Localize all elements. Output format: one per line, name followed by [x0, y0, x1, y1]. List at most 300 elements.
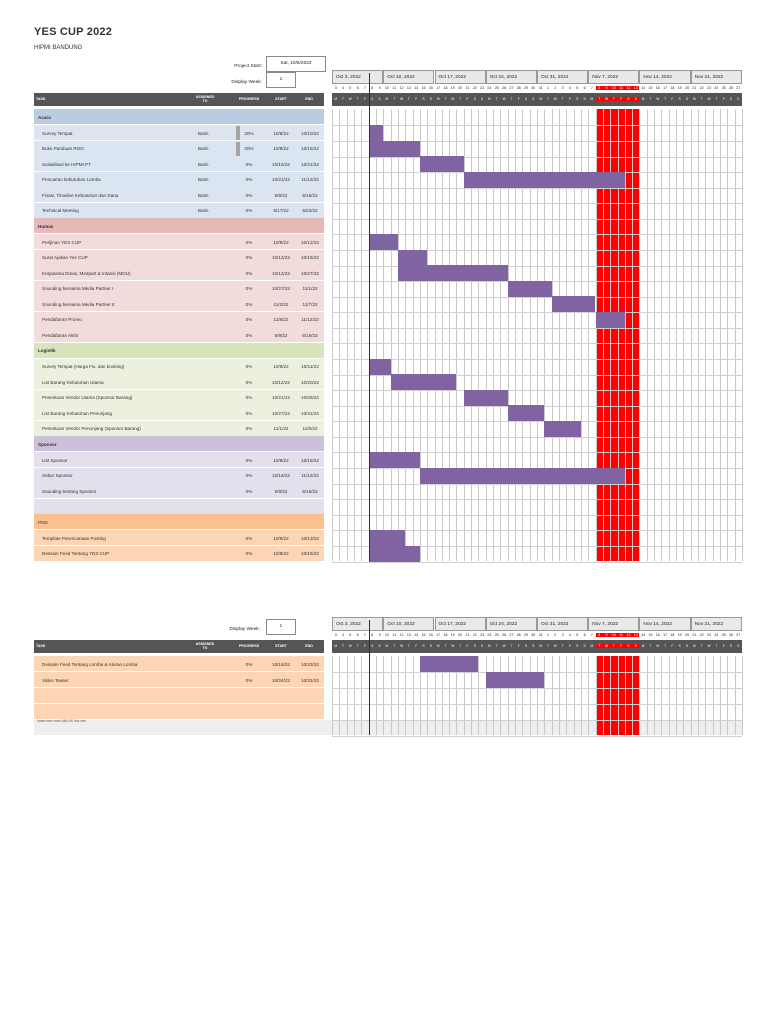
section-header-row [34, 109, 324, 125]
task-name: Logistik [38, 348, 56, 353]
day-letter: T [356, 644, 359, 648]
grid-column-line [398, 656, 399, 735]
task-assignee [198, 405, 228, 421]
day-number: 22 [472, 633, 477, 637]
task-row[interactable] [34, 452, 324, 468]
day-number: 16 [655, 633, 660, 637]
task-progress: 0% [245, 208, 253, 213]
grid-column-line [522, 656, 523, 735]
progress-fill [236, 126, 240, 140]
day-letter: T [356, 97, 359, 101]
day-number: 6 [583, 633, 586, 637]
day-number: 6 [356, 633, 359, 637]
task-bar[interactable] [369, 234, 398, 250]
day-number: 24 [714, 86, 719, 90]
day-number: 2 [554, 86, 557, 90]
day-letter: T [664, 97, 667, 101]
task-name: Perijinan YES CUP [42, 239, 82, 245]
grid-row-line [332, 188, 742, 189]
day-letter: F [671, 97, 674, 101]
day-number: 17 [436, 86, 441, 90]
grid-column-line [742, 656, 743, 735]
day-number: 14 [641, 86, 646, 90]
grid-column-line [654, 656, 655, 735]
day-number: 23 [706, 86, 711, 90]
task-end-date: 11/12/22 [301, 473, 319, 478]
day-number: 18 [443, 633, 448, 637]
day-number: 24 [487, 633, 492, 637]
grid-column-line [632, 656, 633, 735]
task-row[interactable] [34, 125, 324, 141]
task-end-date: 10/15/22 [301, 551, 319, 556]
task-bar[interactable] [420, 468, 625, 484]
column-header-row [34, 640, 324, 653]
grid-column-line [391, 109, 392, 561]
task-progress: 0% [245, 161, 253, 167]
task-row[interactable] [34, 296, 324, 312]
task-bar[interactable] [369, 141, 420, 157]
task-row[interactable] [34, 468, 324, 484]
task-name: List Sponsor [42, 457, 68, 463]
task-name: Template Perencanaan Posting [42, 535, 106, 541]
task-bar[interactable] [464, 172, 625, 188]
task-name: Humas [38, 223, 54, 229]
day-letter: W [656, 97, 660, 101]
day-number: 20 [458, 633, 463, 637]
day-letter: T [610, 644, 617, 648]
task-bar[interactable] [391, 374, 457, 390]
task-assignee [198, 672, 228, 688]
day-number: 3 [334, 86, 337, 90]
grid-column-line [339, 656, 340, 735]
grid-row-line [332, 266, 742, 267]
day-number: 6 [583, 86, 586, 90]
col-end-header: END [305, 96, 313, 101]
day-number: 17 [436, 633, 441, 637]
day-number: 11 [619, 633, 624, 637]
task-name: Pendaftaran Promo [42, 317, 82, 322]
task-row[interactable] [34, 530, 324, 546]
task-name: Sounding bersama Media Partner I [42, 286, 114, 291]
task-name: Fixasi, Timeline Kebutuhan dan Dana [42, 192, 119, 198]
task-row[interactable] [34, 234, 324, 250]
task-start-date: 10/13/22 [272, 270, 290, 276]
grid-column-line [420, 109, 421, 561]
task-end-date: 10/10/22 [301, 130, 319, 136]
task-assignee [198, 704, 228, 720]
task-row[interactable] [34, 359, 324, 375]
grid-column-line [478, 656, 479, 735]
day-number: 2 [554, 633, 557, 637]
task-name: Sosialisasi ke HIPMI PT [42, 161, 92, 167]
day-number: 22 [472, 86, 477, 90]
task-row[interactable] [34, 656, 324, 672]
day-number: 14 [414, 86, 419, 90]
grid-column-line [727, 656, 728, 735]
grid-column-line [735, 109, 736, 561]
task-end-date: 10/23/22 [301, 661, 319, 667]
grid-column-line [669, 656, 670, 735]
grid-column-line [647, 109, 648, 561]
day-number: 4 [568, 633, 571, 637]
grid-column-line [427, 109, 428, 561]
task-assignee [198, 483, 228, 499]
grid-column-line [698, 656, 699, 735]
day-letter: W [451, 97, 455, 101]
task-row[interactable] [34, 203, 324, 219]
day-number: 21 [692, 86, 697, 90]
display-week-field-2[interactable]: 1 [266, 619, 296, 635]
today-marker [369, 73, 370, 561]
task-name: Sebar Sponsor [42, 473, 73, 478]
grid-column-line [632, 109, 633, 561]
task-bar[interactable] [398, 265, 508, 281]
task-bar[interactable] [369, 546, 420, 562]
grid-column-line [559, 656, 560, 735]
day-letter: S [678, 97, 681, 101]
task-name: Survey Tempat [42, 130, 73, 136]
task-assignee [198, 281, 228, 297]
task-row[interactable] [34, 156, 324, 172]
task-row[interactable] [34, 546, 324, 562]
day-number: 17 [663, 633, 668, 637]
day-letter: W [553, 97, 557, 101]
task-assignee [198, 234, 228, 250]
day-letter: S [532, 644, 535, 648]
grid-row-line [332, 421, 742, 422]
task-row[interactable] [34, 704, 324, 720]
task-row[interactable] [34, 483, 324, 499]
day-letter: S [632, 97, 639, 101]
day-letter: W [348, 97, 352, 101]
grid-column-line [530, 656, 531, 735]
task-name: Dessain Feed Tentang Lomba & Aturan Lomba [42, 661, 138, 667]
day-letter: S [625, 644, 632, 648]
day-letter: F [415, 644, 418, 648]
day-letter: M [488, 644, 491, 648]
task-row[interactable] [34, 172, 324, 188]
grid-column-line [654, 109, 655, 561]
day-number: 7 [363, 86, 366, 90]
week-label: Nov 14, 2022 [639, 617, 690, 631]
grid-column-line [742, 109, 743, 561]
task-bar[interactable] [420, 156, 464, 172]
task-bar[interactable] [544, 421, 581, 437]
grid-column-line [361, 656, 362, 735]
task-end-date: 10/12/22 [301, 239, 319, 245]
today-marker [369, 620, 370, 735]
grid-column-line [661, 656, 662, 735]
task-end-date: 10/27/22 [301, 270, 319, 276]
day-letter: T [610, 97, 617, 101]
task-start-date: 10/16/22 [272, 473, 290, 478]
task-name: Buku Panduan ROG [42, 146, 84, 151]
task-assignee [198, 468, 228, 484]
task-end-date: 10/11/22 [301, 364, 319, 369]
task-end-date: 10/13/22 [301, 535, 319, 541]
day-letter: M [334, 97, 338, 101]
day-letter: M [641, 644, 645, 648]
day-number: 4 [568, 86, 571, 90]
grid-row-line [332, 390, 742, 391]
day-letter: T [495, 644, 498, 648]
day-number: 30 [531, 633, 536, 637]
section-header-row [34, 514, 324, 530]
grid-column-line [376, 109, 377, 561]
section-header-row [34, 218, 324, 234]
grid-row-line [332, 720, 742, 721]
day-number: 1 [546, 86, 549, 90]
col-task-header: TASK [36, 96, 46, 101]
task-start-date [268, 688, 294, 704]
task-assignee [198, 265, 228, 281]
task-start-date: 10/13/22 [272, 255, 290, 260]
day-letter: S [524, 644, 528, 648]
day-number: 18 [670, 633, 675, 637]
grid-column-line [610, 656, 611, 735]
day-letter: F [466, 644, 469, 648]
task-progress: 0% [245, 364, 253, 369]
day-letter: S [378, 644, 381, 648]
day-letter: T [664, 644, 667, 648]
task-start-date: 11/8/22 [273, 317, 289, 322]
day-number: 24 [487, 86, 492, 90]
task-assignee [198, 688, 228, 704]
day-number: 21 [465, 633, 470, 637]
day-letter: S [473, 97, 476, 101]
task-name: Kerjasama Dinas, Medpart & Intansi (MOU) [42, 270, 131, 276]
task-bar[interactable] [369, 125, 384, 141]
week-label: Nov 21, 2022 [691, 70, 742, 84]
display-week-label-2: Display Week: [229, 627, 260, 632]
task-bar[interactable] [508, 281, 552, 297]
grid-column-line [413, 109, 414, 561]
task-row[interactable] [34, 141, 324, 157]
day-letter: W [707, 97, 711, 101]
day-number: 17 [663, 86, 668, 90]
day-letter: M [539, 97, 543, 101]
insert-rows-note: Insert new rows ABOVE this one [37, 719, 87, 723]
day-number: 15 [421, 633, 426, 637]
task-progress [234, 688, 264, 704]
week-label: Oct 10, 2022 [383, 617, 434, 631]
day-letter: S [678, 644, 681, 648]
grid-row-line [332, 515, 742, 516]
week-label: Oct 31, 2022 [537, 617, 588, 631]
task-start-date: 10/27/22 [272, 286, 290, 291]
grid-row-line [332, 297, 742, 298]
week-label: Oct 3, 2022 [332, 617, 383, 631]
task-bar[interactable] [420, 656, 479, 672]
day-letter: S [429, 97, 432, 101]
task-row[interactable] [34, 187, 324, 203]
day-letter: T [342, 644, 344, 648]
grid-column-line [376, 656, 377, 735]
day-number: 26 [728, 633, 733, 637]
task-row[interactable] [34, 265, 324, 281]
task-end-date: 5/16/22 [302, 488, 318, 494]
grid-column-line [354, 109, 355, 561]
grid-row-line [332, 562, 742, 563]
col-end-header: END [305, 643, 313, 648]
day-letter: T [342, 97, 344, 101]
task-bar[interactable] [369, 359, 391, 375]
col-start-header: START [275, 96, 287, 101]
task-bar[interactable] [486, 672, 545, 688]
task-row[interactable] [34, 390, 324, 406]
day-number: 26 [728, 86, 733, 90]
day-number: 21 [692, 633, 697, 637]
grid-column-line [413, 656, 414, 735]
task-progress: 20% [244, 146, 254, 151]
day-number: 16 [655, 86, 660, 90]
task-progress: 0% [245, 535, 253, 541]
grid-column-line [500, 656, 501, 735]
task-end-date: 5/16/22 [302, 332, 318, 338]
day-letter: M [693, 644, 696, 648]
gantt-chart-2 [34, 617, 742, 734]
task-assignee [198, 327, 228, 343]
grid-column-line [603, 656, 604, 735]
grid-column-line [405, 109, 406, 561]
grid-column-line [720, 656, 721, 735]
task-start-date: 5/9/22 [274, 192, 288, 198]
day-letter: M [539, 644, 543, 648]
task-name: List Barang Kebutuhan Utama [42, 379, 104, 385]
task-end-date: 11/7/22 [302, 301, 318, 307]
day-letter: T [459, 644, 462, 648]
day-letter: T [407, 644, 410, 648]
task-row[interactable] [34, 312, 324, 328]
day-letter: T [444, 97, 447, 101]
day-letter: W [348, 644, 352, 648]
grid-column-line [691, 109, 692, 561]
day-letter: S [481, 97, 484, 101]
day-number: 31 [538, 86, 543, 90]
task-bar[interactable] [464, 390, 508, 406]
task-bar[interactable] [508, 405, 545, 421]
day-number: 8 [596, 86, 603, 90]
grid-column-line [537, 656, 538, 735]
task-row[interactable] [34, 499, 324, 515]
day-letter: W [707, 644, 711, 648]
grid-column-line [391, 656, 392, 735]
task-end-date: 11/12/22 [301, 317, 319, 322]
day-number: 28 [516, 86, 521, 90]
task-progress: 0% [245, 301, 253, 307]
day-letter: M [488, 97, 491, 101]
day-number: 12 [626, 86, 631, 90]
display-week-field[interactable]: 1 [266, 72, 296, 88]
day-number: 19 [677, 86, 682, 90]
week-label: Oct 24, 2022 [486, 617, 537, 631]
timeline-grid [332, 109, 742, 561]
task-assignee [198, 250, 228, 266]
grid-column-line [405, 656, 406, 735]
task-bar[interactable] [552, 296, 596, 312]
day-letter: F [722, 97, 725, 101]
grid-column-line [581, 656, 582, 735]
task-row[interactable] [34, 672, 324, 688]
day-letter: T [649, 97, 652, 101]
task-bar[interactable] [596, 312, 625, 328]
grid-row-line [332, 250, 742, 251]
task-start-date: 10/16/22 [272, 661, 290, 667]
grid-column-line [508, 656, 509, 735]
grid-column-line [596, 656, 597, 735]
day-letter: T [561, 97, 564, 101]
task-progress: 0% [245, 270, 253, 276]
day-letter: W [656, 644, 660, 648]
task-row[interactable] [34, 421, 324, 437]
task-end-date: 10/26/22 [301, 395, 319, 400]
task-assignee: Baim [198, 192, 209, 198]
task-start-date: 5/9/22 [274, 332, 288, 338]
day-number: 11 [392, 633, 397, 637]
task-assignee [198, 499, 228, 515]
task-assignee [198, 359, 228, 375]
grid-column-line [647, 656, 648, 735]
task-row[interactable] [34, 250, 324, 266]
section-header-row [34, 343, 324, 359]
task-end-date: 11/12/22 [301, 177, 319, 182]
week-label: Oct 17, 2022 [435, 617, 486, 631]
day-letter: T [596, 644, 603, 648]
task-progress: 0% [245, 488, 253, 494]
task-progress: 0% [245, 426, 253, 431]
day-number: 13 [633, 86, 638, 90]
day-number: 9 [378, 86, 381, 90]
task-bar[interactable] [398, 250, 427, 266]
grid-column-line [398, 109, 399, 561]
task-bar[interactable] [369, 452, 420, 468]
task-progress: 0% [245, 395, 253, 400]
day-letter: F [568, 97, 571, 101]
day-number: 8 [371, 633, 374, 637]
grid-column-line [727, 109, 728, 561]
task-row[interactable] [34, 281, 324, 297]
day-letter: M [590, 97, 594, 101]
day-number: 9 [378, 633, 381, 637]
grid-row-line [332, 157, 742, 158]
grid-column-line [639, 109, 640, 561]
task-progress [234, 499, 264, 515]
day-number: 26 [502, 633, 507, 637]
day-number: 6 [356, 86, 359, 90]
grid-column-line [683, 656, 684, 735]
task-row[interactable] [34, 327, 324, 343]
day-letter: F [517, 644, 520, 648]
day-letter: W [400, 644, 404, 648]
task-end-date: 5/16/22 [302, 192, 318, 198]
day-number: 16 [428, 86, 433, 90]
task-bar[interactable] [369, 530, 406, 546]
task-row[interactable] [34, 688, 324, 704]
grid-column-line [435, 109, 436, 561]
task-row[interactable] [34, 374, 324, 390]
project-start-field[interactable]: Sat, 10/8/2022 [266, 56, 326, 72]
task-start-date: 10/24/22 [272, 677, 290, 683]
task-assignee [198, 530, 228, 546]
day-number: 5 [349, 633, 352, 637]
task-row[interactable] [34, 405, 324, 421]
grid-column-line [493, 656, 494, 735]
day-number: 4 [341, 633, 344, 637]
day-number: 25 [721, 86, 726, 90]
task-end-date: 10/21/22 [301, 161, 319, 167]
day-letter: M [385, 644, 389, 648]
grid-column-line [515, 656, 516, 735]
